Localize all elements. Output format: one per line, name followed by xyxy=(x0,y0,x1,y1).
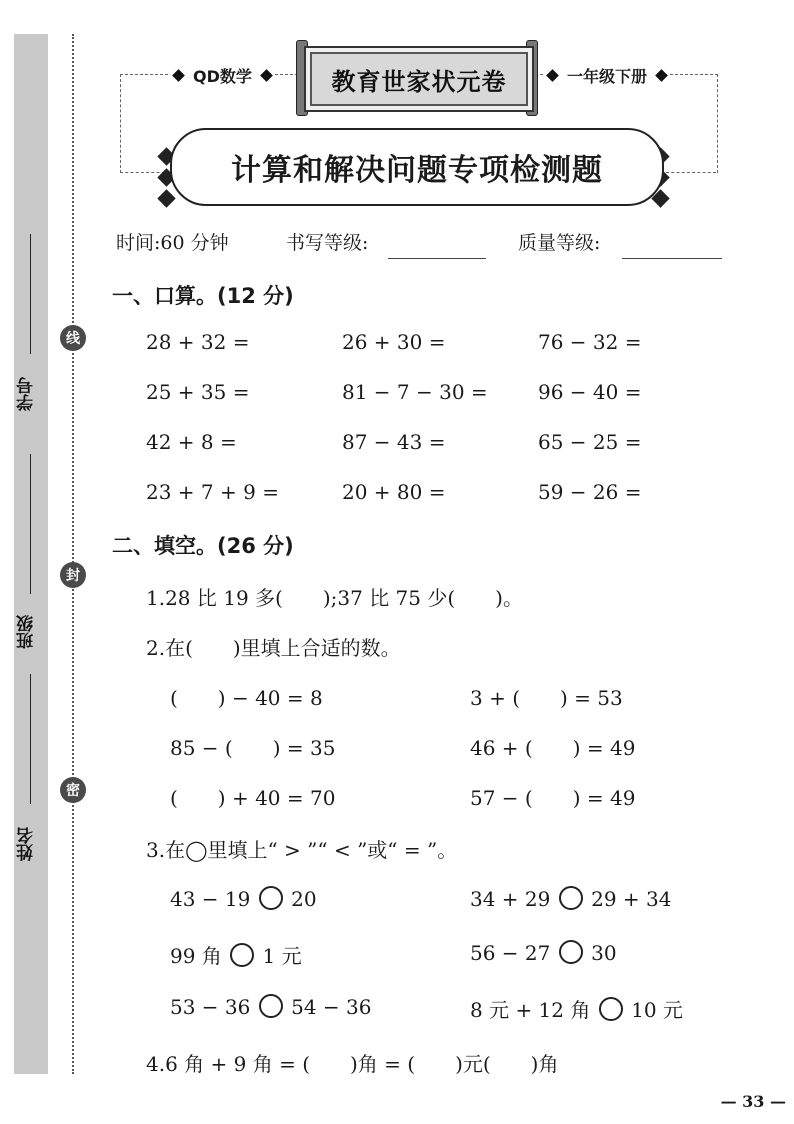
calc-item: 25 + 35 = xyxy=(146,380,250,404)
name-line xyxy=(30,674,31,804)
question-1: 1.28 比 19 多( );37 比 75 少( )。 xyxy=(146,586,523,610)
binding-strip xyxy=(14,34,48,1074)
section2-heading: 二、填空。(26 分) xyxy=(112,534,294,558)
calc-item: 76 − 32 = xyxy=(538,330,642,354)
diamond-icon xyxy=(172,69,185,82)
calc-item: 59 − 26 = xyxy=(538,480,642,504)
question-4: 4.6 角 + 9 角 = ( )角 = ( )元( )角 xyxy=(146,1052,559,1076)
fill-item: 3 + ( ) = 53 xyxy=(470,686,623,710)
calc-item: 87 − 43 = xyxy=(342,430,446,454)
compare-left: 34 + 29 xyxy=(470,887,551,911)
fill-item: 57 − ( ) = 49 xyxy=(470,786,636,810)
section1-heading: 一、口算。(12 分) xyxy=(112,284,294,308)
student-number-label: 学号 xyxy=(17,377,37,411)
calc-item: 96 − 40 = xyxy=(538,380,642,404)
compare-left: 99 角 xyxy=(170,944,222,968)
writing-grade-blank xyxy=(388,234,486,259)
calc-item: 26 + 30 = xyxy=(342,330,446,354)
series-scroll xyxy=(304,46,534,112)
compare-item xyxy=(470,940,617,965)
compare-right: 10 元 xyxy=(631,998,683,1022)
seal-feng: 封 xyxy=(60,562,86,588)
left-tag-text: QD数学 xyxy=(189,64,256,87)
question-3: 3.在◯里填上“ > ”“ < ”或“ = ”。 xyxy=(146,838,458,862)
fill-item: ( ) − 40 = 8 xyxy=(170,686,323,710)
fill-item: 46 + ( ) = 49 xyxy=(470,736,636,760)
quality-grade-blank xyxy=(622,234,722,259)
answer-circle[interactable] xyxy=(599,997,623,1021)
compare-left: 43 − 19 xyxy=(170,887,251,911)
compare-item xyxy=(170,994,371,1019)
compare-left: 56 − 27 xyxy=(470,941,551,965)
writing-grade-label: 书写等级: xyxy=(286,232,369,254)
calc-item: 65 − 25 = xyxy=(538,430,642,454)
class-line xyxy=(30,454,31,594)
answer-circle[interactable] xyxy=(230,943,254,967)
right-tag xyxy=(544,64,670,87)
name-label: 姓名 xyxy=(17,827,37,861)
series-title: 教育世家状元卷 xyxy=(331,67,507,96)
quality-grade-label: 质量等级: xyxy=(518,232,601,254)
answer-circle[interactable] xyxy=(259,886,283,910)
compare-right: 54 − 36 xyxy=(291,995,372,1019)
calc-item: 42 + 8 = xyxy=(146,430,237,454)
compare-left: 8 元 + 12 角 xyxy=(470,998,591,1022)
page-number: — 33 — xyxy=(720,1092,786,1111)
compare-right: 29 + 34 xyxy=(591,887,672,911)
calc-item: 23 + 7 + 9 = xyxy=(146,480,279,504)
seal-xian: 线 xyxy=(60,325,86,351)
diamond-icon xyxy=(546,69,559,82)
fill-item: ( ) + 40 = 70 xyxy=(170,786,336,810)
answer-circle[interactable] xyxy=(259,994,283,1018)
question-2: 2.在( )里填上合适的数。 xyxy=(146,636,401,660)
compare-item xyxy=(170,886,317,911)
diamond-icon xyxy=(655,69,668,82)
compare-item xyxy=(470,994,683,1023)
answer-circle[interactable] xyxy=(559,886,583,910)
left-tag xyxy=(170,64,275,87)
diamond-icon xyxy=(260,69,273,82)
compare-left: 53 − 36 xyxy=(170,995,251,1019)
compare-right: 20 xyxy=(291,887,317,911)
class-label: 班级 xyxy=(17,615,37,649)
right-tag-text: 一年级下册 xyxy=(563,64,651,87)
time-label: 时间:60 分钟 xyxy=(116,232,229,254)
compare-right: 1 元 xyxy=(262,944,302,968)
page-title: 计算和解决问题专项检测题 xyxy=(231,153,603,188)
seal-mi: 密 xyxy=(60,777,86,803)
compare-right: 30 xyxy=(591,941,617,965)
compare-item xyxy=(170,940,302,969)
answer-circle[interactable] xyxy=(559,940,583,964)
calc-item: 20 + 80 = xyxy=(342,480,446,504)
fill-item: 85 − ( ) = 35 xyxy=(170,736,336,760)
student-number-line xyxy=(30,234,31,354)
cut-line xyxy=(72,34,74,1074)
header-dash-right xyxy=(666,172,716,173)
calc-item: 28 + 32 = xyxy=(146,330,250,354)
calc-item: 81 − 7 − 30 = xyxy=(342,380,488,404)
compare-item xyxy=(470,886,671,911)
